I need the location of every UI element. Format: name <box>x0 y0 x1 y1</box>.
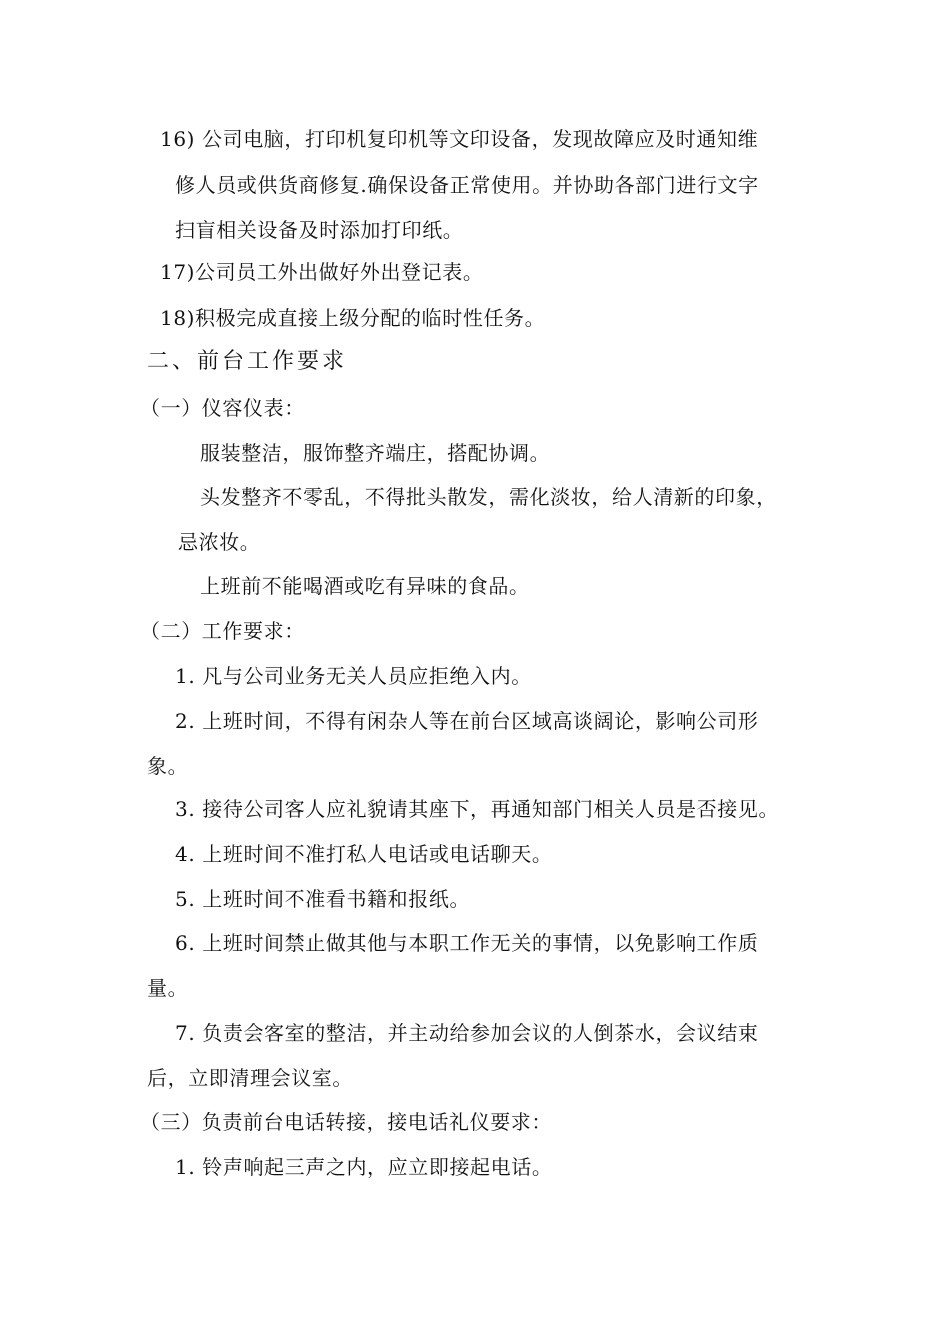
item-18: 18)积极完成直接上级分配的临时性任务。 <box>160 306 546 330</box>
list-item: 6. 上班时间禁止做其他与本职工作无关的事情，以免影响工作质 <box>175 931 759 955</box>
list-item: 2. 上班时间，不得有闲杂人等在前台区域高谈阔论，影响公司形 <box>175 709 759 733</box>
list-item: 7. 负责会客室的整洁，并主动给参加会议的人倒茶水，会议结束 <box>175 1021 759 1045</box>
item-16-line-2: 修人员或供货商修复.确保设备正常使用。并协助各部门进行文字 <box>175 173 759 197</box>
paragraph-continuation: 忌浓妆。 <box>178 530 261 554</box>
paragraph: 上班前不能喝酒或吃有异味的食品。 <box>200 574 530 598</box>
list-item: 1. 铃声响起三声之内，应立即接起电话。 <box>175 1155 553 1179</box>
subsection-2-heading: （二）工作要求： <box>140 619 305 643</box>
list-item-continuation: 象。 <box>147 754 189 778</box>
item-16-line-1: 16) 公司电脑，打印机复印机等文印设备，发现故障应及时通知维 <box>160 127 759 151</box>
subsection-1-heading: （一）仪容仪表： <box>140 396 305 420</box>
item-16-line-3: 扫盲相关设备及时添加打印纸。 <box>175 218 464 242</box>
list-item: 1. 凡与公司业务无关人员应拒绝入内。 <box>175 664 532 688</box>
list-item-continuation: 量。 <box>147 976 189 1000</box>
list-item-continuation: 后，立即清理会议室。 <box>147 1066 353 1090</box>
list-item: 5. 上班时间不准看书籍和报纸。 <box>175 887 471 911</box>
paragraph: 服装整洁，服饰整齐端庄，搭配协调。 <box>200 441 551 465</box>
list-item: 4. 上班时间不准打私人电话或电话聊天。 <box>175 842 553 866</box>
section-heading: 二、前台工作要求 <box>147 349 348 374</box>
list-item: 3. 接待公司客人应礼貌请其座下，再通知部门相关人员是否接见。 <box>175 797 780 821</box>
paragraph: 头发整齐不零乱，不得批头散发，需化淡妆，给人清新的印象， <box>200 485 777 509</box>
item-17: 17)公司员工外出做好外出登记表。 <box>160 260 484 284</box>
subsection-3-heading: （三）负责前台电话转接，接电话礼仪要求： <box>140 1110 552 1134</box>
